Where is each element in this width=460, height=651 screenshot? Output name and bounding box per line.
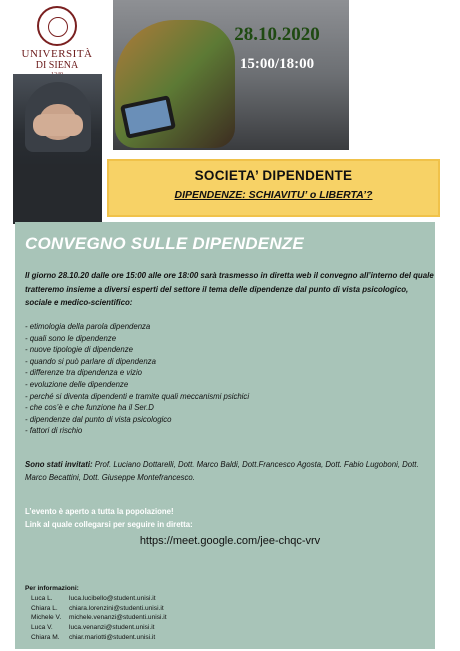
university-name-line1: UNIVERSITÀ <box>21 48 93 60</box>
contacts-heading: Per informazioni: <box>25 585 79 592</box>
contact-row <box>25 604 167 614</box>
topic-item: - quando si può parlare di dipendenza <box>25 356 156 366</box>
invited-speakers <box>25 458 433 484</box>
topic-item: - che cos’è e che funzione ha il Ser.D <box>25 403 154 413</box>
university-seal-icon <box>37 6 77 46</box>
contact-name: Luca L. <box>31 594 53 602</box>
topic-item: - quali sono le dipendenze <box>25 333 117 343</box>
topic-item: - fattori di rischio <box>25 426 83 436</box>
topic-item: - evoluzione delle dipendenze <box>25 379 129 389</box>
invited-names: Prof. Luciano Dottarelli, Dott. Marco Baldi, Dott.Francesco Agosta, Dott. Fabio Lugoboni, Dott. Marco Becattini, Dott. Giuseppe Montefrancesco. <box>25 460 419 482</box>
link-intro-line: Link al quale collegarsi per seguire in diretta: <box>25 520 193 529</box>
banner-subtitle: DIPENDENZE: SCHIAVITU’ o LIBERTA’? <box>174 189 373 201</box>
topic-item: - differenze tra dipendenza e vizio <box>25 368 143 378</box>
contact-name: Michele V. <box>31 614 62 622</box>
invited-label: Sono stati invitati: <box>25 460 93 469</box>
contact-row <box>25 613 167 623</box>
banner-title: SOCIETA’ DIPENDENTE <box>194 168 353 183</box>
contacts-block <box>25 584 167 643</box>
university-name-line2: DI SIENA <box>35 60 79 71</box>
topic-item: - dipendenze dal punto di vista psicologico <box>25 414 172 424</box>
contact-name: Chiara L. <box>31 604 58 612</box>
university-logo <box>16 6 98 79</box>
open-event-line: L’evento è aperto a tutta la popolazione! <box>25 507 174 516</box>
topic-item: - nuove tipologie di dipendenze <box>25 345 133 355</box>
contact-name: Luca V. <box>31 624 53 632</box>
contact-email[interactable]: michele.venanzi@studenti.unisi.it <box>69 614 167 622</box>
event-date: 28.10.2020 <box>234 24 320 45</box>
open-event-notice <box>25 505 193 531</box>
panel-title: CONVEGNO SULLE DIPENDENZE <box>25 234 304 253</box>
contact-name: Chiara M. <box>31 633 60 641</box>
topic-item: - etimologia della parola dipendenza <box>25 322 151 331</box>
meet-link[interactable]: https://meet.google.com/jee-chqc-vrv <box>139 535 321 547</box>
addiction-collage-image <box>113 0 349 150</box>
title-banner <box>107 159 440 217</box>
contact-email[interactable]: chiar.mariotti@student.unisi.it <box>69 633 156 641</box>
hooded-person-photo <box>13 74 102 224</box>
intro-text: Il giorno 28.10.20 dalle ore 15:00 alle ore 18:00 sarà trasmesso in diretta web il convegno all’interno del quale tratteremo insieme a diversi esperti del settore il tema delle dipendenze dal punto di vista psicologico, sociale e medico-scientifico: <box>25 271 434 307</box>
event-time: 15:00/18:00 <box>239 56 315 72</box>
contact-row <box>25 594 167 604</box>
contact-email[interactable]: luca.lucibello@student.unisi.it <box>69 594 156 602</box>
contact-row <box>25 623 167 633</box>
topics-list <box>25 321 425 437</box>
contact-email[interactable]: chiara.lorenzini@studenti.unisi.it <box>69 604 164 612</box>
topic-item: - perché si diventa dipendenti e tramite quali meccanismi psichici <box>25 391 250 401</box>
contact-row <box>25 633 167 643</box>
contact-email[interactable]: luca.venanzi@student.unisi.it <box>69 624 155 632</box>
